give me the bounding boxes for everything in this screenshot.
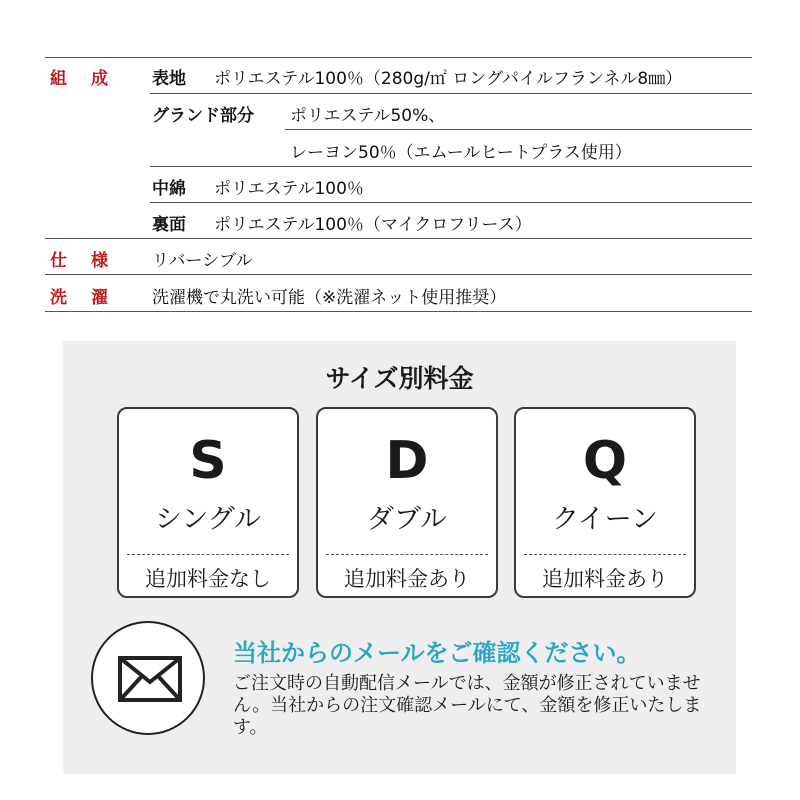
dashed-divider bbox=[524, 554, 686, 555]
size-card-single bbox=[117, 407, 299, 598]
size-name: シングル bbox=[155, 504, 261, 535]
category-wash: 洗濯 bbox=[50, 288, 132, 308]
envelope-icon bbox=[118, 656, 182, 702]
size-card-queen bbox=[514, 407, 696, 598]
value-filling: ポリエステル100％ bbox=[214, 179, 364, 199]
size-fee: 追加料金あり bbox=[344, 567, 470, 591]
divider bbox=[150, 166, 752, 167]
size-price-panel bbox=[63, 341, 736, 774]
divider bbox=[45, 274, 752, 275]
panel-title: サイズ別料金 bbox=[325, 364, 474, 393]
divider bbox=[150, 93, 752, 94]
label-filling: 中綿 bbox=[152, 179, 186, 199]
divider bbox=[45, 238, 752, 239]
notice-title: 当社からのメールをご確認ください。 bbox=[233, 639, 641, 667]
size-fee: 追加料金あり bbox=[542, 567, 668, 591]
divider bbox=[45, 311, 752, 312]
size-name: クイーン bbox=[551, 504, 659, 535]
size-card-double bbox=[316, 407, 498, 598]
value-feature: リバーシブル bbox=[152, 251, 253, 271]
size-letter: D bbox=[385, 431, 429, 491]
value-wash: 洗濯機で丸洗い可能（※洗濯ネット使用推奨） bbox=[152, 288, 507, 308]
category-feature: 仕様 bbox=[50, 251, 132, 271]
label-outer: 表地 bbox=[152, 69, 186, 89]
notice-body: ご注文時の自動配信メールでは、金額が修正されていません。当社からの注文確認メールにて、金額を修正いたします。 bbox=[233, 673, 702, 738]
mail-badge bbox=[91, 621, 205, 735]
label-back: 裏面 bbox=[152, 215, 186, 235]
value-ground-1: ポリエステル50%、 bbox=[290, 106, 446, 126]
label-ground: グランド部分 bbox=[152, 106, 254, 126]
divider bbox=[150, 202, 752, 203]
value-outer: ポリエステル100％（280g/㎡ ロングパイルフランネル8㎜） bbox=[214, 69, 683, 89]
spec-table bbox=[0, 0, 800, 320]
size-letter: S bbox=[189, 431, 227, 491]
size-letter: Q bbox=[582, 431, 628, 491]
category-composition: 組成 bbox=[50, 69, 132, 89]
value-back: ポリエステル100％（マイクロフリース） bbox=[214, 215, 532, 235]
divider bbox=[45, 57, 752, 58]
size-name: ダブル bbox=[367, 504, 447, 535]
dashed-divider bbox=[127, 554, 289, 555]
divider bbox=[285, 129, 752, 130]
value-ground-2: レーヨン50％（エムールヒートプラス使用） bbox=[290, 143, 632, 163]
dashed-divider bbox=[326, 554, 488, 555]
size-fee: 追加料金なし bbox=[145, 567, 271, 591]
